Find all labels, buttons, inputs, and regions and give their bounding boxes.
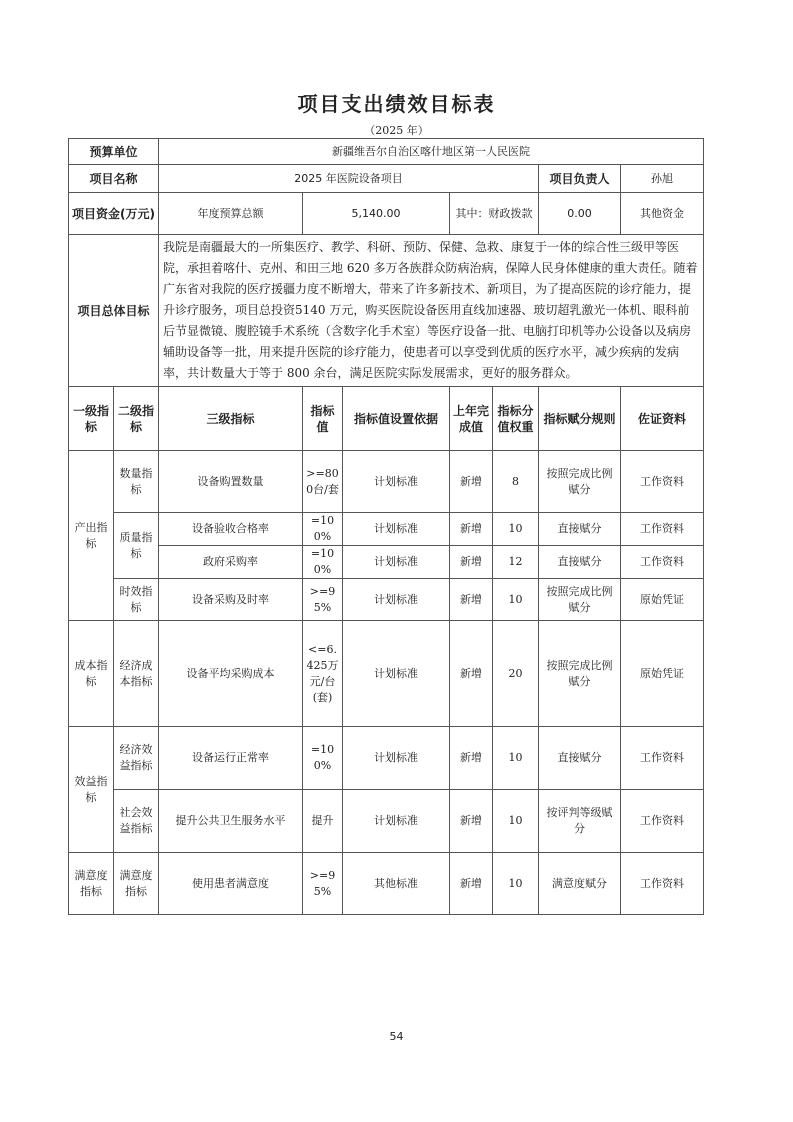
last-year-cell: 新增 <box>450 451 493 513</box>
value-cell: >=800台/套 <box>303 451 343 513</box>
fiscal-value: 0.00 <box>539 193 621 235</box>
weight-cell: 20 <box>493 621 539 727</box>
table-row <box>69 853 704 915</box>
last-year-cell: 新增 <box>450 790 493 853</box>
table-row <box>69 621 704 727</box>
rule-cell: 满意度赋分 <box>539 853 621 915</box>
level3-cell: 设备运行正常率 <box>159 727 303 790</box>
table-row <box>69 513 704 546</box>
annual-budget-label: 年度预算总额 <box>159 193 303 235</box>
rule-cell: 按照完成比例赋分 <box>539 451 621 513</box>
evidence-cell: 工作资料 <box>621 727 704 790</box>
level1-cell: 成本指标 <box>69 621 114 727</box>
project-name-value: 2025 年医院设备项目 <box>159 165 539 193</box>
basis-cell: 其他标准 <box>343 853 450 915</box>
level3-cell: 设备验收合格率 <box>159 513 303 546</box>
evidence-cell: 工作资料 <box>621 853 704 915</box>
value-cell: >=95% <box>303 853 343 915</box>
evidence-cell: 原始凭证 <box>621 579 704 621</box>
evidence-cell: 工作资料 <box>621 546 704 579</box>
basis-cell: 计划标准 <box>343 451 450 513</box>
header-level1: 一级指标 <box>69 387 114 451</box>
level2-cell: 满意度指标 <box>114 853 159 915</box>
last-year-cell: 新增 <box>450 621 493 727</box>
weight-cell: 8 <box>493 451 539 513</box>
rule-cell: 直接赋分 <box>539 546 621 579</box>
value-cell: =100% <box>303 546 343 579</box>
level3-cell: 设备采购及时率 <box>159 579 303 621</box>
performance-table <box>68 138 704 915</box>
project-name-label: 项目名称 <box>69 165 159 193</box>
page-number: 54 <box>389 1030 404 1043</box>
last-year-cell: 新增 <box>450 546 493 579</box>
funds-label: 项目资金(万元) <box>69 193 159 235</box>
level2-cell: 质量指标 <box>114 513 159 579</box>
other-funds-label: 其他资金 <box>621 193 704 235</box>
table-row <box>69 579 704 621</box>
level3-cell: 提升公共卫生服务水平 <box>159 790 303 853</box>
basis-cell: 计划标准 <box>343 727 450 790</box>
evidence-cell: 工作资料 <box>621 790 704 853</box>
table-row <box>69 451 704 513</box>
header-rule: 指标赋分规则 <box>539 387 621 451</box>
evidence-cell: 工作资料 <box>621 451 704 513</box>
weight-cell: 10 <box>493 579 539 621</box>
rule-cell: 直接赋分 <box>539 513 621 546</box>
leader-value: 孙旭 <box>621 165 704 193</box>
header-evidence: 佐证资料 <box>621 387 704 451</box>
level2-cell: 数量指标 <box>114 451 159 513</box>
level3-cell: 设备购置数量 <box>159 451 303 513</box>
basis-cell: 计划标准 <box>343 621 450 727</box>
header-level2: 二级指标 <box>114 387 159 451</box>
evidence-cell: 原始凭证 <box>621 621 704 727</box>
evidence-cell: 工作资料 <box>621 513 704 546</box>
table-row <box>69 727 704 790</box>
weight-cell: 10 <box>493 513 539 546</box>
level1-cell: 产出指标 <box>69 451 114 621</box>
value-cell: =100% <box>303 513 343 546</box>
level3-cell: 使用患者满意度 <box>159 853 303 915</box>
value-cell: >=95% <box>303 579 343 621</box>
header-last-year: 上年完成值 <box>450 387 493 451</box>
budget-unit-value: 新疆维吾尔自治区喀什地区第一人民医院 <box>159 139 704 165</box>
leader-label: 项目负责人 <box>539 165 621 193</box>
value-cell: =100% <box>303 727 343 790</box>
fiscal-label: 其中：财政拨款 <box>450 193 539 235</box>
last-year-cell: 新增 <box>450 513 493 546</box>
value-cell: <=6.425万元/台(套) <box>303 621 343 727</box>
goal-label: 项目总体目标 <box>69 235 159 387</box>
rule-cell: 直接赋分 <box>539 727 621 790</box>
level2-cell: 时效指标 <box>114 579 159 621</box>
annual-budget-value: 5,140.00 <box>303 193 450 235</box>
last-year-cell: 新增 <box>450 727 493 790</box>
header-value: 指标值 <box>303 387 343 451</box>
basis-cell: 计划标准 <box>343 513 450 546</box>
budget-unit-label: 预算单位 <box>69 139 159 165</box>
weight-cell: 12 <box>493 546 539 579</box>
header-weight: 指标分值权重 <box>493 387 539 451</box>
basis-cell: 计划标准 <box>343 790 450 853</box>
level3-cell: 设备平均采购成本 <box>159 621 303 727</box>
level2-cell: 社会效益指标 <box>114 790 159 853</box>
goal-text: 我院是南疆最大的一所集医疗、教学、科研、预防、保健、急救、康复于一体的综合性三级甲等医院，承担着喀什、克州、和田三地 620 多万各族群众防病治病，保障人民身体健康的重大责任。随着广东省对我院的医疗援疆力度不断增大，带来了许多新技术、新项目，为了提高医院的诊疗能力，提升诊疗服务，项目总投资5140 万元，购买医院设备医用直线加速器、玻切超乳激光一体机、眼科前后节显微镜、腹腔镜手术系统（含数字化手术室）等医疗设备一批、电脑打印机等办公设备以及病房辅助设备等一批，用来提升医院的诊疗能力，使患者可以享受到优质的医疗水平，减少疾病的发病率，共计数量大于等于 800 余台，满足医院实际发展需求，更好的服务群众。 <box>159 235 704 387</box>
weight-cell: 10 <box>493 853 539 915</box>
level2-cell: 经济成本指标 <box>114 621 159 727</box>
header-basis: 指标值设置依据 <box>343 387 450 451</box>
level1-cell: 效益指标 <box>69 727 114 853</box>
weight-cell: 10 <box>493 790 539 853</box>
weight-cell: 10 <box>493 727 539 790</box>
value-cell: 提升 <box>303 790 343 853</box>
level1-cell: 满意度指标 <box>69 853 114 915</box>
level3-cell: 政府采购率 <box>159 546 303 579</box>
basis-cell: 计划标准 <box>343 579 450 621</box>
year-label: （2025 年） <box>364 124 429 137</box>
page-title: 项目支出绩效目标表 <box>297 92 496 116</box>
rule-cell: 按评判等级赋分 <box>539 790 621 853</box>
table-row <box>69 546 704 579</box>
level2-cell: 经济效益指标 <box>114 727 159 790</box>
basis-cell: 计划标准 <box>343 546 450 579</box>
rule-cell: 按照完成比例赋分 <box>539 621 621 727</box>
table-row <box>69 790 704 853</box>
last-year-cell: 新增 <box>450 853 493 915</box>
header-level3: 三级指标 <box>159 387 303 451</box>
last-year-cell: 新增 <box>450 579 493 621</box>
rule-cell: 按照完成比例赋分 <box>539 579 621 621</box>
